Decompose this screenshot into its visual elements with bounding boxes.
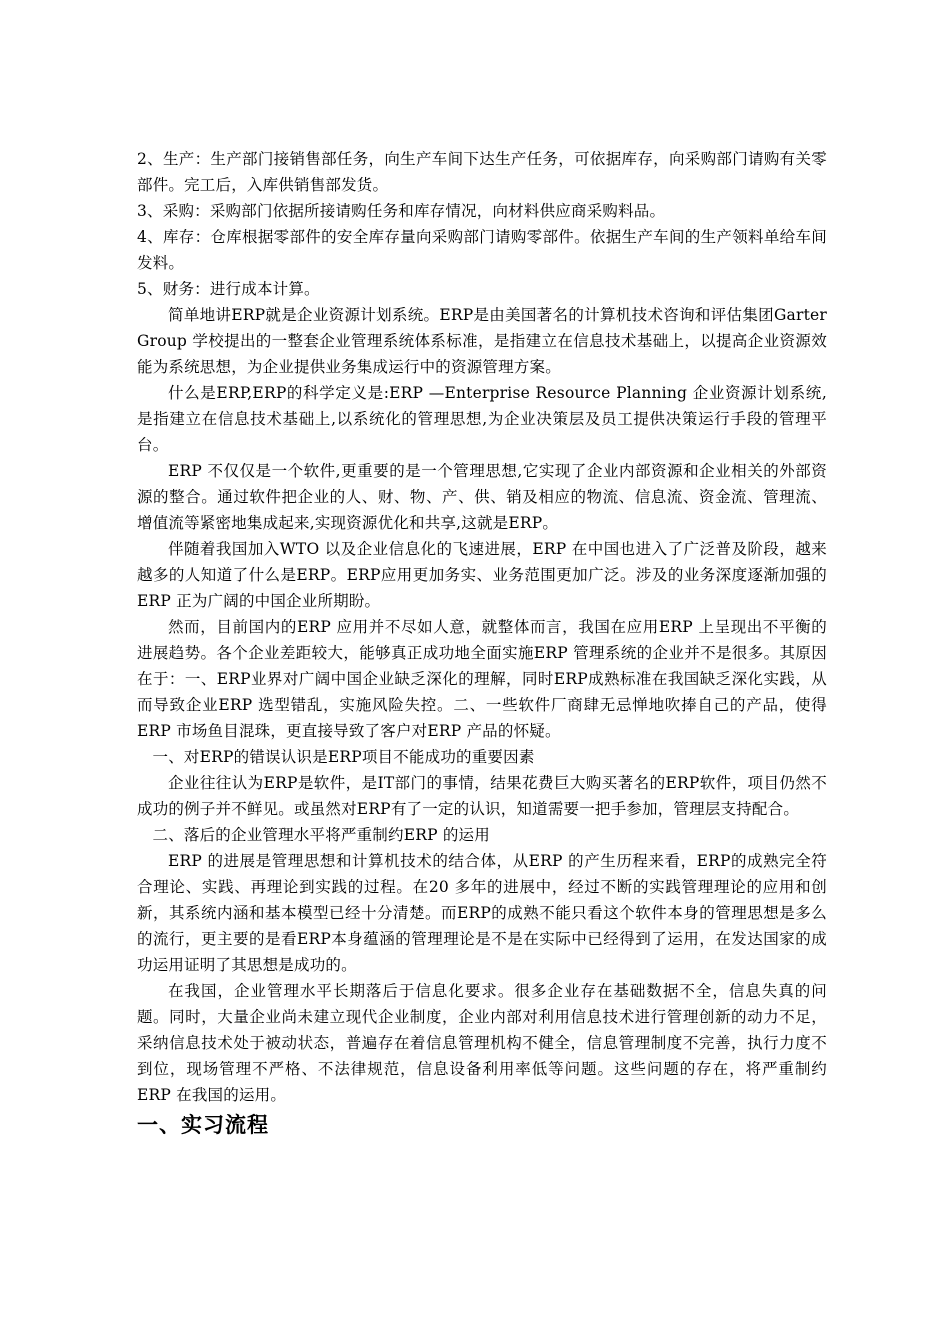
subheading-misconception: 一、对ERP的错误认识是ERP项目不能成功的重要因素 bbox=[152, 748, 535, 766]
paragraph-erp-simple: 简单地讲ERP就是企业资源计划系统。ERP是由美国著名的计算机技术咨询和评估集团Garter Group 学校提出的一整套企业管理系统体系标准，是指建立在信息技术基础上，以提高企业资源效能为系统思想，为企业提供业务集成运行中的资源管理方案。 bbox=[137, 306, 827, 376]
paragraph-erp-definition: 什么是ERP,ERP的科学定义是:ERP —Enterprise Resource Planning 企业资源计划系统,是指建立在信息技术基础上,以系统化的管理思想,为企业决策层及员工提供决策运行手段的管理平台。 bbox=[137, 384, 827, 454]
paragraph-wto: 伴随着我国加入WTO 以及企业信息化的飞速进展，ERP 在中国也进入了广泛普及阶段，越来越多的人知道了什么是ERP。ERP应用更加务实、业务范围更加广泛。涉及的业务深度逐渐加强的ERP 正为广阔的中国企业所期盼。 bbox=[137, 540, 827, 610]
subheading-management-level: 二、落后的企业管理水平将严重制约ERP 的运用 bbox=[152, 826, 490, 844]
paragraph-inventory: 4、库存：仓库根据零部件的安全库存量向采购部门请购零部件。依据生产车间的生产领料单给车间发料。 bbox=[137, 228, 827, 272]
paragraph-in-china: 在我国，企业管理水平长期落后于信息化要求。很多企业存在基础数据不全，信息失真的问题。同时，大量企业尚未建立现代企业制度，企业内部对利用信息技术进行管理创新的动力不足，采纳信息技术处于被动状态，普遍存在着信息管理机构不健全，信息管理制度不完善，执行力度不到位，现场管理不严格、不法律规范，信息设备利用率低等问题。这些问题的存在，将严重制约ERP 在我国的运用。 bbox=[137, 982, 827, 1104]
paragraph-finance: 5、财务：进行成本计算。 bbox=[137, 280, 320, 298]
paragraph-erp-development: ERP 的进展是管理思想和计算机技术的结合体，从ERP 的产生历程来看，ERP的成熟完全符合理论、实践、再理论到实践的过程。在20 多年的进展中，经过不断的实践管理理论的应用和创新，其系统内涵和基本模型已经十分清楚。而ERP的成熟不能只看这个软件本身的管理思想是多么的流行，更主要的是看ERP本身蕴涵的管理理论是不是在实际中已经得到了运用，在发达国家的成功运用证明了其思想是成功的。 bbox=[137, 852, 827, 974]
paragraph-misconception: 企业往往认为ERP是软件，是IT部门的事情，结果花费巨大购买著名的ERP软件，项目仍然不成功的例子并不鲜见。或虽然对ERP有了一定的认识，知道需要一把手参加，管理层支持配合。 bbox=[137, 774, 827, 818]
paragraph-erp-not-only-software: ERP 不仅仅是一个软件,更重要的是一个管理思想,它实现了企业内部资源和企业相关的外部资源的整合。通过软件把企业的人、财、物、产、供、销及相应的物流、信息流、资金流、管理流、增值流等紧密地集成起来,实现资源优化和共享,这就是ERP。 bbox=[137, 462, 827, 532]
paragraph-production: 2、生产：生产部门接销售部任务，向生产车间下达生产任务，可依据库存，向采购部门请购有关零部件。完工后，入库供销售部发货。 bbox=[137, 150, 827, 194]
section-heading: 一、实习流程 bbox=[137, 1113, 269, 1137]
paragraph-purchasing: 3、采购：采购部门依据所接请购任务和库存情况，向材料供应商采购料品。 bbox=[137, 202, 666, 220]
paragraph-however: 然而，目前国内的ERP 应用并不尽如人意，就整体而言，我国在应用ERP 上呈现出不平衡的进展趋势。各个企业差距较大，能够真正成功地全面实施ERP 管理系统的企业并不是很多。其原因在于：一、ERP业界对广阔中国企业缺乏深化的理解，同时ERP成熟标准在我国缺乏深化实践，从而导致企业ERP 选型错乱，实施风险失控。二、一些软件厂商肆无忌惮地吹捧自己的产品，使得ERP 市场鱼目混珠，更直接导致了客户对ERP 产品的怀疑。 bbox=[137, 618, 827, 740]
document-body bbox=[137, 146, 827, 1142]
